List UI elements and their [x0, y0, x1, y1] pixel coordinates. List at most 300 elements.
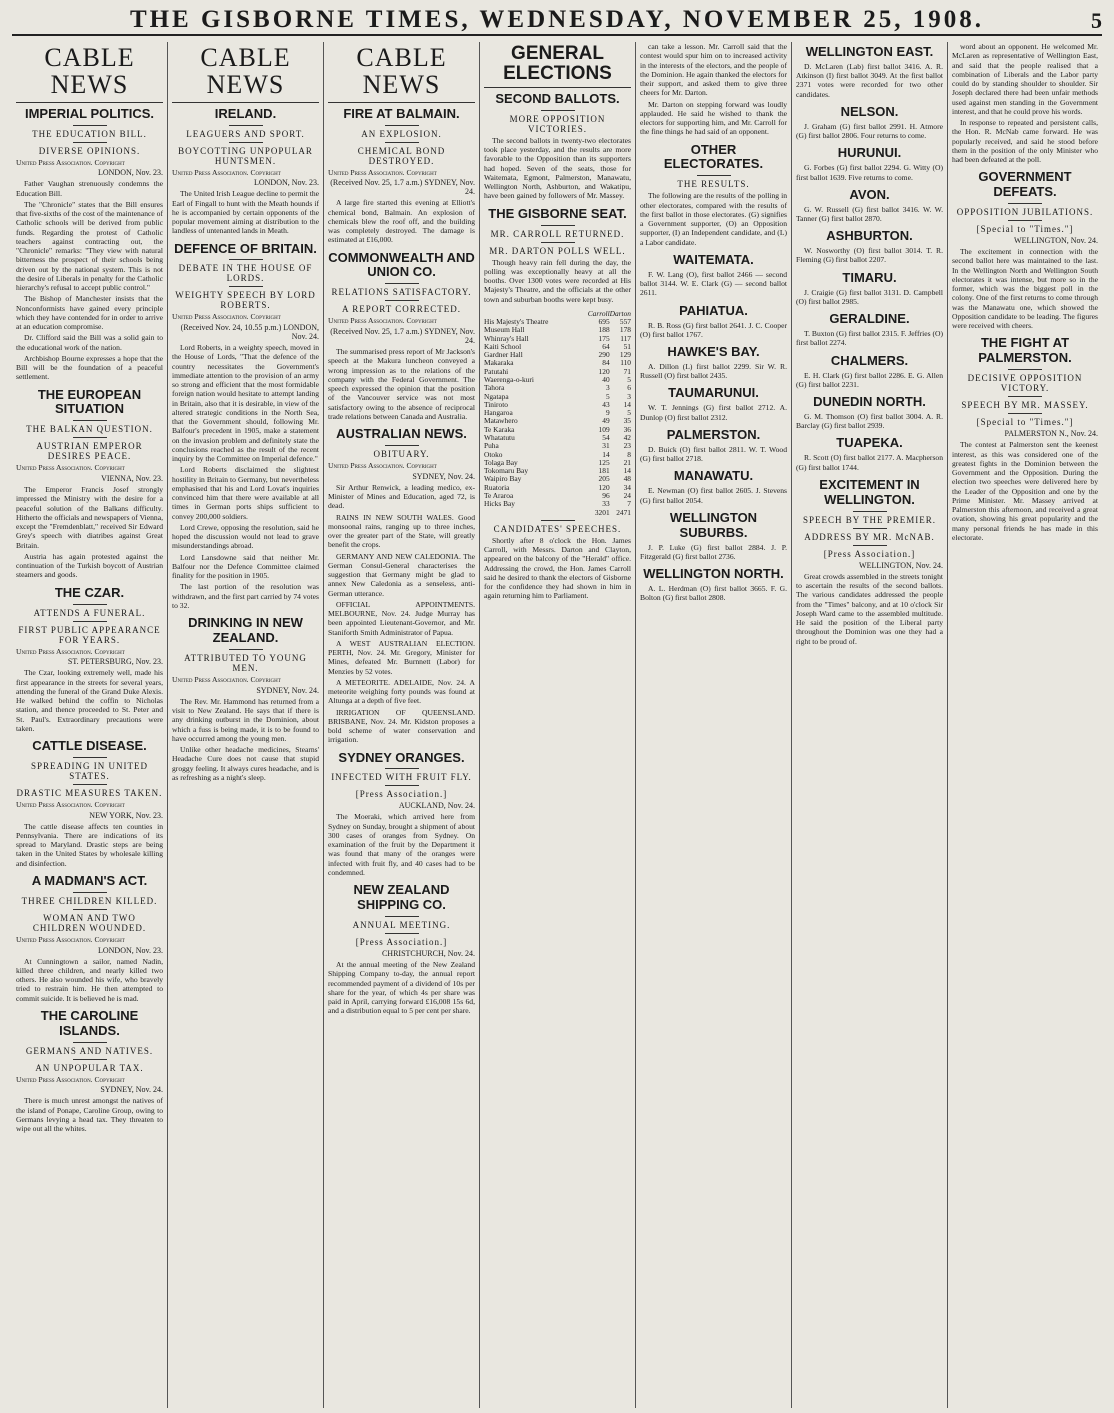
- article: [328, 883, 475, 1015]
- divider-rule: [73, 142, 107, 143]
- article-headline: WAITEMATA.: [673, 251, 754, 267]
- article: [796, 105, 943, 140]
- article-subhead: DEBATE IN THE HOUSE OF LORDS.: [178, 263, 313, 284]
- columns: [12, 42, 1102, 1408]
- article: [952, 42, 1098, 164]
- article-headline: COMMONWEALTH AND UNION CO.: [328, 249, 475, 280]
- article-paragraph: A WEST AUSTRALIAN ELECTION. PERTH, Nov. 24. Mr. Gregory, Minister for Mines, defeated Mr. Burnnett (Labor) for Menzies by 52 votes.: [328, 638, 475, 676]
- article-paragraph: Lord Crewe, opposing the resolution, said he hoped the discussion would not lead to grave misunderstandings abroad.: [172, 522, 319, 551]
- article-headline: PALMERSTON.: [666, 426, 761, 442]
- table-cell: Hicks Bay: [484, 499, 515, 509]
- table-cell: Gardner Hall: [484, 350, 523, 360]
- press-credit: United Press Association. Copyright: [16, 799, 125, 809]
- table-cell: Tahora: [484, 383, 505, 393]
- article-paragraph: GERMANY AND NEW CALEDONIA. The German Consul-General characterises the suggestion that Germany might be glad to annex New Caledonia as a senseless, anti-German utterance.: [328, 551, 475, 598]
- table-cell: 14: [623, 399, 631, 409]
- article-paragraph: Lord Lansdowne said that neither Mr. Balfour nor the Defence Committee claimed finality for the position in 1905.: [172, 552, 319, 581]
- article: [484, 520, 631, 601]
- article-paragraph: RAINS IN NEW SOUTH WALES. Good monsoonal rains, ranging up to three inches, over the greater part of the State, will greatly benefit the crops.: [328, 512, 475, 550]
- article-subhead: DRASTIC MEASURES TAKEN.: [16, 787, 163, 798]
- section-banner: CABLE NEWS: [172, 42, 319, 103]
- table-cell: 34: [623, 482, 631, 492]
- column-7: [948, 42, 1102, 1408]
- table-cell: 84: [602, 358, 610, 368]
- article: [640, 143, 787, 247]
- article: [640, 386, 787, 421]
- article-subhead: MR. DARTON POLLS WELL.: [489, 245, 626, 256]
- article-headline: SECOND BALLOTS.: [495, 90, 620, 106]
- divider-rule: [229, 259, 263, 260]
- article-paragraph: A METEORITE. ADELAIDE, Nov. 24. A meteorite weighing forty pounds was found at Altunga at a depth of five feet.: [328, 677, 475, 706]
- article-paragraph: The excitement in connection with the second ballot here was maintained to the last. In the Wellington North and Wellington South electorates it was intense, but more so in the former, which was the biggest poll in the colony. One of the first returns to come through was the Manawatu one, which showed the Opposition candidate to be leading. The figures were received with cheers.: [952, 247, 1098, 331]
- column-3: [324, 42, 480, 1408]
- article: [16, 1009, 163, 1134]
- article-paragraph: The United Irish League decline to permit the Earl of Fingall to hunt with the Meath hounds if he is accompanied by certain opponents of the popular movement aiming at distribution to the landless of untenanted lands in Meath.: [172, 189, 319, 236]
- press-credit: United Press Association. Copyright: [16, 463, 125, 473]
- article: [640, 253, 787, 298]
- press-credit: United Press Association. Copyright: [16, 1074, 125, 1084]
- press-credit: United Press Association. Copyright: [328, 316, 437, 326]
- table-cell: Te Araroa: [484, 490, 514, 500]
- table-cell: Matawhero: [484, 416, 518, 426]
- article-paragraph: F. W. Lang (O), first ballot 2466 — second ballot 3144. W. E. Clark (G) — second ballot 2611.: [640, 269, 787, 298]
- divider-rule: [73, 892, 107, 893]
- article-headline: WELLINGTON EAST.: [805, 44, 934, 59]
- table-cell: 110: [620, 358, 631, 368]
- table-header-cell: Darton: [609, 308, 631, 318]
- article-paragraph: The cattle disease affects ten counties in Pennsylvania. There are indications of its spread to Maryland. Drastic steps are being taken in the United States by wholesale killing and disinfection.: [16, 821, 163, 868]
- table-cell: 96: [602, 490, 610, 500]
- article-dateline: SYDNEY, Nov. 24.: [256, 685, 319, 695]
- masthead-title: THE GISBORNE TIMES, WEDNESDAY, NOVEMBER 25, 1908.: [129, 6, 985, 33]
- table-cell: Hangaroa: [484, 408, 513, 418]
- article-paragraph: Sir Arthur Renwick, a leading medico, ex-Minister of Mines and Education, aged 72, is dead.: [328, 482, 475, 511]
- article-paragraph: The Moeraki, which arrived here from Sydney on Sunday, brought a shipment of about 300 cases of oranges from Sydney. On examination of the fruit by the Department it was found that many of the oranges were infected with fruit fly, and 40 cases had to be condemned.: [328, 812, 475, 877]
- table-cell: Kaiti School: [484, 341, 522, 351]
- divider-rule: [697, 175, 731, 176]
- article-paragraph: Lord Roberts, in a weighty speech, moved in the House of Lords, "That the defence of the country necessitates the Government's immediate attention to the provision of an army so strong and efficient that the most formidable foreign nation would hesitate to attempt landing in Britain, also that it is desirable, in view of the altered strategic conditions in the North Sea, that the Government should, following Mr. Balfour's precedent in 1905, make a statement on the invasion problem and definitely state the conclusions reached as the result of the recent inquiry by the Committee on Imperial defence.": [172, 343, 319, 464]
- table-cell: Otoko: [484, 449, 503, 459]
- article-paragraph: Father Vaughan strenuously condemns the Education Bill.: [16, 179, 163, 198]
- article-subhead: SPEECH BY MR. MASSEY.: [961, 400, 1089, 411]
- article-subhead: FIRST PUBLIC APPEARANCE FOR YEARS.: [18, 624, 161, 645]
- article-headline: THE CAROLINE ISLANDS.: [40, 1007, 139, 1038]
- article-headline: THE FIGHT AT PALMERSTON.: [978, 335, 1072, 366]
- article-headline: A MADMAN'S ACT.: [31, 872, 148, 888]
- table-cell: 21: [623, 457, 631, 467]
- article-paragraph: The Emperor Francis Josef strongly impressed the Ministry with the desire for a peaceful solution of the Balkans difficulty. Hitherto the officials and newspapers of Vienna, except the "Fremdenblatt," received Sir Edward Grey's speech with diatribes against Great Britain.: [16, 485, 163, 550]
- article: [16, 586, 163, 733]
- table-cell: 120: [598, 366, 610, 376]
- press-credit: United Press Association. Copyright: [172, 312, 281, 322]
- table-cell: Patutahi: [484, 366, 509, 376]
- divider-rule: [541, 110, 575, 111]
- article: [796, 354, 943, 389]
- divider-rule: [73, 909, 107, 910]
- article-subhead: LEAGUERS AND SPORT.: [186, 128, 305, 139]
- table-cell: 8: [627, 449, 631, 459]
- article-paragraph: G. Forbes (G) first ballot 2294. G. Witty (O) first ballot 1639. Five returns to come.: [796, 163, 943, 182]
- article-dateline: LONDON, Nov. 23.: [97, 945, 163, 955]
- divider-rule: [1008, 203, 1042, 204]
- table-cell: 5: [627, 375, 631, 384]
- article-headline: SYDNEY ORANGES.: [338, 749, 465, 765]
- divider-rule: [853, 511, 887, 512]
- article-headline: TAUMARUNUI.: [668, 385, 759, 401]
- table-cell: 49: [602, 416, 610, 426]
- article-paragraph: D. McLaren (Lab) first ballot 3416. A. R. Atkinson (I) first ballot 3049. At the first ballot 2371 votes were recorded for two other candidates.: [796, 61, 943, 99]
- press-credit: United Press Association. Copyright: [172, 167, 281, 177]
- column-6: [792, 42, 948, 1408]
- article: [172, 242, 319, 611]
- article: [640, 428, 787, 463]
- article-subhead: AUSTRIAN EMPEROR DESIRES PEACE.: [36, 441, 143, 462]
- table-cell: Waipiro Bay: [484, 474, 522, 484]
- table-cell: Museum Hall: [484, 325, 525, 335]
- table-cell: 175: [598, 333, 610, 343]
- article-subhead: [Press Association.]: [355, 789, 448, 800]
- article-subhead: OBITUARY.: [373, 449, 430, 460]
- article-subhead: AN EXPLOSION.: [361, 128, 442, 139]
- article-subhead: DIVERSE OPINIONS.: [38, 145, 141, 156]
- divider-rule: [229, 286, 263, 287]
- article: [640, 567, 787, 602]
- article-paragraph: Dr. Clifford said the Bill was a solid gain to the educational work of the nation.: [16, 333, 163, 352]
- article-headline: GOVERNMENT DEFEATS.: [978, 169, 1072, 200]
- article-headline: MANAWATU.: [673, 468, 754, 484]
- table-cell: Ruatoria: [484, 482, 510, 492]
- article-headline: ASHBURTON.: [826, 228, 913, 244]
- article-dateline: (Received Nov. 24, 10.55 p.m.) LONDON, Nov. 24.: [180, 323, 319, 342]
- table-cell: 31: [602, 441, 610, 451]
- article-paragraph: In response to repeated and persistent calls, the Hon. R. McNab came forward. He was popularly received, and said he stood before them in the position of the only Minister who had been defeated at the poll.: [952, 118, 1098, 164]
- table-cell: 5: [627, 408, 631, 418]
- divider-rule: [73, 604, 107, 605]
- article-paragraph: Great crowds assembled in the streets tonight to ascertain the results of the second ballots. The various candidates addressed the people from the "Times" balcony, and at 10 o'clock Sir Joseph Ward came to the assembled multitude. He said the position of the Liberal party throughout the Dominion was one they had a right to be proud of.: [796, 571, 943, 646]
- article-paragraph: Unlike other headache medicines, Stearns' Headache Cure does not cause that stupid groggy feeling. It always cures headache, and is as refreshing as a night's sleep.: [172, 745, 319, 782]
- divider-rule: [229, 649, 263, 650]
- article-paragraph: Mr. Darton on stepping forward was loudly applauded. He said he wished to thank the electors for supporting him, and Mr. Carroll for the fine things he had said of an opponent.: [640, 99, 787, 137]
- article: [484, 207, 631, 304]
- table-cell: Puha: [484, 441, 499, 451]
- divider-rule: [73, 420, 107, 421]
- article-subhead: ANNUAL MEETING.: [352, 920, 451, 931]
- column-1: [12, 42, 168, 1408]
- article: [796, 188, 943, 223]
- article: [640, 511, 787, 561]
- article-subhead: ADDRESS BY MR. McNAB.: [804, 531, 935, 542]
- table-cell: Tiniroto: [484, 399, 508, 409]
- article-paragraph: The "Chronicle" states that the Bill ensures that five-sixths of the cost of the maintenance of Catholic schools will be derived from public funds. Regarding the protest of Catholic teachers against contracting out, the "Chronicle" remarks: "They view with natural bitterness the prospect of their schools being driven out by the national system. This is not the desire of Liberals in penalty for the Catholic hierarchy's refusal to accept public control.": [16, 199, 163, 292]
- table-cell: 178: [619, 325, 631, 335]
- article-paragraph: J. P. Luke (G) first ballot 2884. J. P. Fitzgerald (G) first ballot 2736.: [640, 542, 787, 561]
- article-dateline: (Received Nov. 25, 1.7 a.m.) SYDNEY, Nov. 24.: [330, 178, 475, 197]
- divider-rule: [385, 142, 419, 143]
- article-headline: CHALMERS.: [830, 352, 909, 368]
- table-cell: 24: [623, 490, 631, 500]
- article-headline: AUSTRALIAN NEWS.: [336, 426, 467, 442]
- article-paragraph: Lord Roberts disclaimed the slightest hostility in Britain to Germany, but nevertheless emphasised that his and Lord Lovat's inquiries convinced him that there were available at all times in German ports ships sufficient to convey 200,000 soldiers.: [172, 465, 319, 521]
- article-headline: WELLINGTON SUBURBS.: [669, 509, 758, 540]
- table-cell: 557: [619, 317, 631, 327]
- article-paragraph: At the annual meeting of the New Zealand Shipping Company to-day, the annual report recommended payment of a dividend of 10s per share for the year, of which 4s per share was paid in April, carrying forward £16,008 15s 6d, and a distribution equal to 5 per cent per share.: [328, 960, 475, 1016]
- table-cell: 40: [602, 375, 610, 384]
- table-cell: 3: [627, 391, 631, 401]
- table-cell: Waerenga-o-kuri: [484, 375, 534, 384]
- table-cell: 129: [619, 350, 631, 360]
- article-dateline: VIENNA, Nov. 23.: [101, 474, 163, 484]
- article-subhead: INFECTED WITH FRUIT FLY.: [331, 772, 472, 783]
- article-paragraph: The Czar, looking extremely well, made his first appearance in the streets for several years, attending the funeral of the Grand Duke Alexis. He walked behind the coffin to Nicholas station, and thence proceeded to St. Peter and St. Paul's. Extraordinary precautions were taken.: [16, 668, 163, 733]
- table-header-cell: Carroll: [587, 308, 610, 318]
- divider-rule: [541, 225, 575, 226]
- masthead: [12, 0, 1102, 36]
- article-headline: DUNEDIN NORTH.: [813, 394, 926, 409]
- article-headline: HURUNUI.: [837, 145, 902, 161]
- article-headline: FIRE AT BALMAIN.: [343, 105, 460, 121]
- article-paragraph: The second ballots in twenty-two electorates took place yesterday, and the results are more favorable to the Opposition than its supporters had hoped. Seven of the seats, those for Waitemata, Egmont, Palmerston, Manawatu, Wellington North, Ashburton, and Wakatipu, have been gained by followers of Mr. Massey.: [484, 135, 631, 201]
- table-cell: 7: [627, 499, 631, 509]
- article-dateline: LONDON, Nov. 23.: [97, 168, 163, 178]
- article: [796, 229, 943, 264]
- article-subhead: OPPOSITION JUBILATIONS.: [956, 207, 1094, 218]
- article-paragraph: The summarised press report of Mr Jackson's speech at the Makura luncheon conveyed a wrong impression as to the relations of the company with the Federal Government. The speech expressed the opinion that the position of the Vancouver service was not most satisfactory owing to the absence of reciprocal trade relations between Canada and Australia.: [328, 347, 475, 421]
- article-subhead: DECISIVE OPPOSITION VICTORY.: [967, 373, 1083, 394]
- article-headline: EXCITEMENT IN WELLINGTON.: [819, 476, 920, 507]
- divider-rule: [385, 300, 419, 301]
- table-cell: Ngatapa: [484, 391, 509, 401]
- divider-rule: [229, 142, 263, 143]
- article: [328, 251, 475, 422]
- article-dateline: WELLINGTON, Nov. 24.: [1014, 236, 1098, 246]
- article-paragraph: word about an opponent. He welcomed Mr. McLaren as representative of Wellington East, and said that the people realised that a combination of Liberals and the Labor party could do by standing shoulder to shoulder. Sir Joseph declared there had been unfair methods used against men standing in the Government interest, and that he could prove his words.: [952, 42, 1098, 116]
- divider-rule: [541, 242, 575, 243]
- divider-rule: [73, 437, 107, 438]
- article-subhead: BOYCOTTING UNPOPULAR HUNTSMEN.: [178, 145, 313, 166]
- table-cell: Tolaga Bay: [484, 457, 518, 467]
- article-subhead: SPREADING IN UNITED STATES.: [31, 760, 148, 781]
- article: [172, 616, 319, 782]
- article-headline: AVON.: [849, 186, 890, 202]
- article-headline: THE EUROPEAN SITUATION: [37, 386, 142, 417]
- article-paragraph: Archbishop Bourne expresses a hope that the Bill will be the foundation of a peaceful settlement.: [16, 353, 163, 382]
- table-cell: Tokomaru Bay: [484, 466, 529, 476]
- poll-results-table: [484, 310, 631, 517]
- table-cell: [484, 509, 588, 517]
- article-paragraph: A. Dillon (L) first ballot 2299. Sir W. R. Russell (O) first ballot 2435.: [640, 361, 787, 381]
- table-cell: 3: [605, 383, 610, 393]
- article-headline: TIMARU.: [842, 269, 897, 285]
- section-banner: CABLE NEWS: [16, 42, 163, 103]
- article-headline: PAHIATUA.: [679, 302, 748, 318]
- table-cell: Whinray's Hall: [484, 333, 529, 343]
- table-cell: 33: [602, 499, 610, 509]
- article-paragraph: Austria has again protested against the continuation of the Turkish boycott of Austrian steamers and goods.: [16, 551, 163, 580]
- table-cell: 48: [623, 474, 631, 484]
- article-subhead: [Special to "Times."]: [976, 224, 1074, 235]
- press-credit: United Press Association. Copyright: [328, 461, 437, 471]
- article: [796, 395, 943, 430]
- article-paragraph: Shortly after 8 o'clock the Hon. James Carroll, with Messrs. Darton and Clayton, appeared on the balcony of the "Herald" office. Addressing the crowd, the Hon. James Carroll said he desired to thank the electors of Gisborne for the confidence they had shown in him in again returning him to Parliament.: [484, 535, 631, 601]
- table-cell: 51: [623, 341, 631, 351]
- article-dateline: LONDON, Nov. 23.: [253, 178, 319, 188]
- article-subhead: RELATIONS SATISFACTORY.: [331, 287, 472, 298]
- page-number: 5: [1091, 8, 1102, 33]
- article-headline: THE GISBORNE SEAT.: [488, 205, 627, 221]
- table-cell: 23: [623, 441, 631, 451]
- column-2: [168, 42, 324, 1408]
- article: [796, 312, 943, 347]
- table-cell: 64: [602, 341, 610, 351]
- table-cell: 188: [598, 325, 610, 335]
- divider-rule: [385, 916, 419, 917]
- divider-rule: [73, 784, 107, 785]
- table-cell: 695: [598, 317, 610, 327]
- article-headline: CATTLE DISEASE.: [32, 738, 147, 753]
- article-paragraph: A large fire started this evening at Elliott's chemical bond, Balmain. An explosion of chemicals blew the roof off, and the building was completely destroyed. The damage is estimated at £16,000.: [328, 198, 475, 245]
- press-credit: United Press Association. Copyright: [172, 675, 281, 685]
- article: [16, 107, 163, 382]
- divider-rule: [229, 125, 263, 126]
- section-banner: GENERAL ELECTIONS: [484, 42, 631, 88]
- divider-rule: [73, 621, 107, 622]
- article-paragraph: J. Graham (G) first ballot 2991. H. Atmore (G) first ballot 2806. Four returns to come.: [796, 121, 943, 141]
- article-paragraph: W. Nosworthy (O) first ballot 3014. T. R. Fleming (G) first ballot 2207.: [796, 246, 943, 265]
- article-headline: TUAPEKA.: [836, 435, 903, 451]
- article-headline: IRELAND.: [214, 105, 277, 121]
- article-paragraph: W. T. Jennings (G) first ballot 2712. A. Dunlop (O) first ballot 2312.: [640, 403, 787, 422]
- article: [796, 478, 943, 646]
- divider-rule: [1008, 413, 1042, 414]
- article-subhead: CHEMICAL BOND DESTROYED.: [357, 145, 446, 166]
- article-subhead: ATTENDS A FUNERAL.: [33, 607, 146, 618]
- article-paragraph: J. Craigie (G) first ballot 3131. D. Campbell (O) first ballot 2985.: [796, 287, 943, 306]
- article-dateline: SYDNEY, Nov. 24.: [412, 471, 475, 481]
- table-cell: 14: [602, 449, 610, 459]
- article-subhead: [Press Association.]: [355, 937, 448, 948]
- article-paragraph: The following are the results of the polling in other electorates, compared with the results of the first ballot in those electorates. (G) signifies a Government supporter, (O) an Opposition supporter, (I) an Independent candidate, and (L) a Labor candidate.: [640, 191, 787, 247]
- article-subhead: GERMANS AND NATIVES.: [25, 1045, 154, 1056]
- article-dateline: ST. PETERSBURG, Nov. 23.: [67, 657, 163, 667]
- table-cell: 6: [627, 383, 631, 393]
- table-cell: 5: [605, 391, 610, 401]
- divider-rule: [73, 125, 107, 126]
- table-cell: 9: [605, 408, 610, 418]
- table-cell: 36: [623, 424, 631, 434]
- article: [172, 107, 319, 236]
- article-paragraph: Though heavy rain fell during the day, the polling was exceptionally heavy at all the booths. Over 1300 votes were recorded at His Majesty's Theatre, and the officials at the other town and suburban booths were kept busy.: [484, 257, 631, 304]
- article-paragraph: T. Buxton (G) first ballot 2315. F. Jeffries (O) first ballot 2274.: [796, 329, 943, 348]
- article: [796, 146, 943, 181]
- article-paragraph: E. H. Clark (G) first ballot 2286. E. G. Allen (G) first ballot 2231.: [796, 370, 943, 389]
- table-cell: 14: [623, 466, 631, 476]
- divider-rule: [385, 445, 419, 446]
- article-headline: THE CZAR.: [54, 584, 125, 600]
- article-subhead: MR. CARROLL RETURNED.: [490, 228, 625, 239]
- divider-rule: [385, 785, 419, 786]
- table-cell: 117: [620, 333, 631, 343]
- divider-rule: [1008, 220, 1042, 221]
- divider-rule: [385, 283, 419, 284]
- table-cell: 181: [598, 466, 610, 476]
- article-subhead: THE EDUCATION BILL.: [32, 128, 147, 139]
- article-headline: OTHER ELECTORATES.: [663, 141, 764, 172]
- article-headline: IMPERIAL POLITICS.: [24, 105, 155, 121]
- table-cell: 35: [623, 416, 631, 426]
- article-paragraph: E. Newman (O) first ballot 2605. J. Stevens (G) first ballot 2054.: [640, 486, 787, 505]
- article-headline: HAWKE'S BAY.: [667, 344, 760, 359]
- article-headline: NEW ZEALAND SHIPPING CO.: [353, 882, 450, 913]
- table-cell: 42: [623, 432, 631, 442]
- article-paragraph: The last portion of the resolution was withdrawn, and the first part carried by 74 votes to 32.: [172, 582, 319, 610]
- article-paragraph: G. W. Russell (G) first ballot 3416. W. W. Tanner (G) first ballot 2870.: [796, 204, 943, 223]
- table-cell: His Majesty's Theatre: [484, 317, 549, 327]
- article-headline: WELLINGTON NORTH.: [643, 566, 784, 582]
- article-paragraph: OFFICIAL APPOINTMENTS. MELBOURNE, Nov. 24. Judge Murray has been appointed Lieutenant-Governor, and Mr. Staniforth Smith Administrator of Papua.: [328, 599, 475, 637]
- article-dateline: PALMERSTON N., Nov. 24.: [1004, 429, 1098, 439]
- divider-rule: [853, 545, 887, 546]
- article-paragraph: D. Buick (O) first ballot 2811. W. T. Wood (G) first ballot 2718.: [640, 444, 787, 464]
- article-subhead: [Press Association.]: [823, 548, 916, 559]
- divider-rule: [385, 125, 419, 126]
- article: [640, 469, 787, 504]
- table-cell: 205: [598, 474, 610, 484]
- article: [484, 92, 631, 201]
- article-paragraph: IRRIGATION OF QUEENSLAND. BRISBANE, Nov. 24. Mr. Kidston proposes a bold scheme of water conservation and irrigation.: [328, 707, 475, 745]
- divider-rule: [73, 1042, 107, 1043]
- divider-rule: [385, 933, 419, 934]
- table-cell: 2471: [616, 507, 631, 517]
- column-5: [636, 42, 792, 1408]
- article-headline: GERALDINE.: [829, 311, 910, 327]
- article: [640, 345, 787, 380]
- article-subhead: THE BALKAN QUESTION.: [26, 424, 153, 435]
- divider-rule: [73, 757, 107, 758]
- article-paragraph: The Bishop of Manchester insists that the Nonconformists have gained every principle which they have contended for in order to arrive at an education compromise.: [16, 294, 163, 331]
- article-dateline: SYDNEY, Nov. 24.: [100, 1085, 163, 1095]
- table-cell: 3201: [594, 507, 610, 517]
- table-cell: 125: [598, 457, 610, 467]
- article-subhead: ATTRIBUTED TO YOUNG MEN.: [184, 653, 307, 674]
- article-dateline: NEW YORK, Nov. 23.: [89, 810, 163, 820]
- article-paragraph: G. M. Thomson (O) first ballot 3004. A. R. Barclay (G) first ballot 2939.: [796, 411, 943, 431]
- divider-rule: [541, 520, 575, 521]
- article: [16, 388, 163, 580]
- table-total-row: [484, 509, 631, 517]
- article-subhead: A REPORT CORRECTED.: [341, 304, 462, 315]
- divider-rule: [73, 1059, 107, 1060]
- article-paragraph: A. L. Herdman (O) first ballot 3665. F. G. Bolton (G) first ballot 2808.: [640, 584, 787, 603]
- press-credit: United Press Association. Copyright: [16, 157, 125, 167]
- article-subhead: MORE OPPOSITION VICTORIES.: [509, 113, 606, 134]
- article-paragraph: The Rev. Mr. Hammond has returned from a visit to New Zealand. He says that if there is any drinking outburst in the Dominion, about which a fuss is being made, it is to be found to have occurred among the young men.: [172, 696, 319, 743]
- article: [640, 304, 787, 339]
- article: [796, 45, 943, 99]
- column-4: [480, 42, 636, 1408]
- table-cell: 290: [598, 350, 610, 360]
- article-subhead: WEIGHTY SPEECH BY LORD ROBERTS.: [175, 290, 316, 311]
- article-subhead: WOMAN AND TWO CHILDREN WOUNDED.: [32, 912, 147, 933]
- article-subhead: CANDIDATES' SPEECHES.: [493, 523, 622, 534]
- article-subhead: SPEECH BY THE PREMIER.: [802, 514, 936, 525]
- article-dateline: AUCKLAND, Nov. 24.: [398, 801, 475, 811]
- article-subhead: THE RESULTS.: [677, 179, 750, 190]
- article: [16, 739, 163, 868]
- divider-rule: [1008, 369, 1042, 370]
- table-cell: 43: [602, 399, 610, 409]
- article-dateline: CHRISTCHURCH, Nov. 24.: [381, 949, 475, 959]
- article: [328, 107, 475, 245]
